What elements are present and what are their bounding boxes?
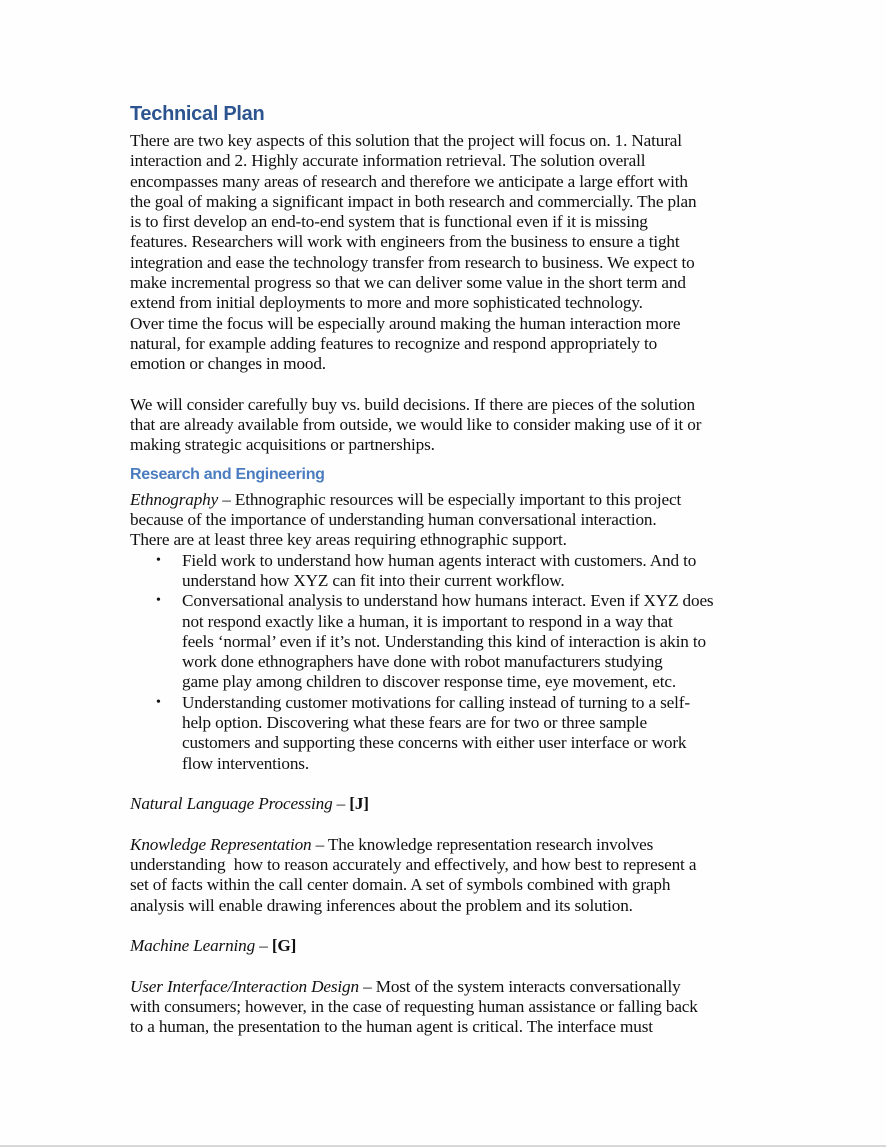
buy-build-paragraph [130, 395, 770, 456]
list-item [130, 551, 770, 592]
text-line: Ethnographic resources will be especially important to this project [234, 489, 682, 509]
text-line: is to first develop an end-to-end system that is functional even if it is missing [130, 212, 648, 232]
text-line: make incremental progress so that we can deliver some value in the short term and [130, 273, 686, 293]
text-line: customers and supporting these concerns with either user interface or work [182, 733, 687, 753]
list-item [130, 693, 770, 774]
text-line: with consumers; however, in the case of requesting human assistance or falling back [130, 997, 698, 1017]
text-line: work done ethnographers have done with robot manufacturers studying [182, 652, 663, 672]
intro-paragraph [130, 131, 770, 375]
separator: – [218, 489, 235, 509]
bullet-icon: • [156, 593, 161, 609]
text-line: making strategic acquisitions or partnerships. [130, 435, 435, 455]
text-line: Understanding customer motivations for calling instead of turning to a self- [182, 692, 690, 712]
text-line: game play among children to discover response time, eye movement, etc. [182, 672, 676, 692]
separator: – [311, 834, 328, 854]
nlp-placeholder: [J] [349, 794, 369, 814]
text-line: understanding how to reason accurately and effectively, and how best to represent a [130, 855, 697, 875]
text-line: flow interventions. [182, 753, 309, 773]
ethnography-paragraph [130, 490, 770, 551]
text-line: features. Researchers will work with engineers from the business to ensure a tight [130, 232, 680, 252]
machine-learning-placeholder: [G] [271, 936, 297, 956]
text-line: feels ‘normal’ even if it’s not. Understanding this kind of interaction is akin to [182, 631, 706, 651]
text-line: that are already available from outside, we would like to consider making use of it or [130, 415, 702, 435]
text-line: There are two key aspects of this solution that the project will focus on. 1. Natural [130, 131, 682, 150]
text-line: Over time the focus will be especially around making the human interaction more [130, 313, 681, 333]
text-line: the goal of making a significant impact in both research and commercially. The plan [130, 191, 697, 211]
separator: – [358, 976, 376, 996]
text-line: Most of the system interacts conversationally [375, 976, 681, 996]
separator: – [332, 794, 350, 814]
ethnography-bullet-list [130, 551, 770, 774]
text-line: We will consider carefully buy vs. build decisions. If there are pieces of the solution [130, 394, 695, 414]
ui-design-term: User Interface/Interaction Design [130, 976, 359, 996]
text-line: Field work to understand how human agents interact with customers. And to [182, 550, 697, 570]
nlp-paragraph [130, 794, 770, 814]
paragraph-spacer [130, 815, 770, 835]
text-line: encompasses many areas of research and therefore we anticipate a large effort with [130, 171, 688, 191]
document-content [130, 101, 770, 1038]
text-line: not respond exactly like a human, it is important to respond in a way that [182, 611, 673, 631]
list-item [130, 591, 770, 692]
paragraph-spacer [130, 957, 770, 977]
ethnography-term: Ethnography [130, 489, 219, 509]
knowledge-representation-term: Knowledge Representation [130, 834, 312, 854]
page-title: Technical Plan [130, 103, 265, 125]
nlp-term: Natural Language Processing [130, 794, 333, 814]
knowledge-representation-paragraph [130, 835, 770, 916]
paragraph-spacer [130, 774, 770, 794]
separator: – [255, 936, 272, 956]
text-line: Conversational analysis to understand how humans interact. Even if XYZ does [182, 591, 714, 611]
text-line: understand how XYZ can fit into their current workflow. [182, 570, 565, 590]
text-line: There are at least three key areas requiring ethnographic support. [130, 530, 567, 550]
text-line: integration and ease the technology transfer from research to business. We expect to [130, 252, 695, 272]
text-line: to a human, the presentation to the human agent is critical. The interface must [130, 1017, 653, 1037]
paragraph-spacer [130, 375, 770, 395]
machine-learning-paragraph [130, 936, 770, 956]
text-line: analysis will enable drawing inferences about the problem and its solution. [130, 895, 633, 915]
section-heading: Research and Engineering [130, 465, 325, 483]
text-line: because of the importance of understanding human conversational interaction. [130, 510, 657, 530]
paragraph-spacer [130, 916, 770, 936]
bullet-icon: • [156, 694, 161, 710]
text-line: extend from initial deployments to more and more sophisticated technology. [130, 293, 643, 313]
text-line: interaction and 2. Highly accurate information retrieval. The solution overall [130, 151, 646, 171]
text-line: set of facts within the call center domain. A set of symbols combined with graph [130, 875, 671, 895]
machine-learning-term: Machine Learning [130, 936, 256, 956]
text-line: natural, for example adding features to recognize and respond appropriately to [130, 333, 658, 353]
ui-design-paragraph [130, 977, 770, 1038]
bullet-icon: • [156, 552, 161, 568]
text-line: The knowledge representation research involves [327, 834, 654, 854]
text-line: emotion or changes in mood. [130, 354, 326, 374]
text-line: help option. Discovering what these fears are for two or three sample [182, 713, 648, 733]
